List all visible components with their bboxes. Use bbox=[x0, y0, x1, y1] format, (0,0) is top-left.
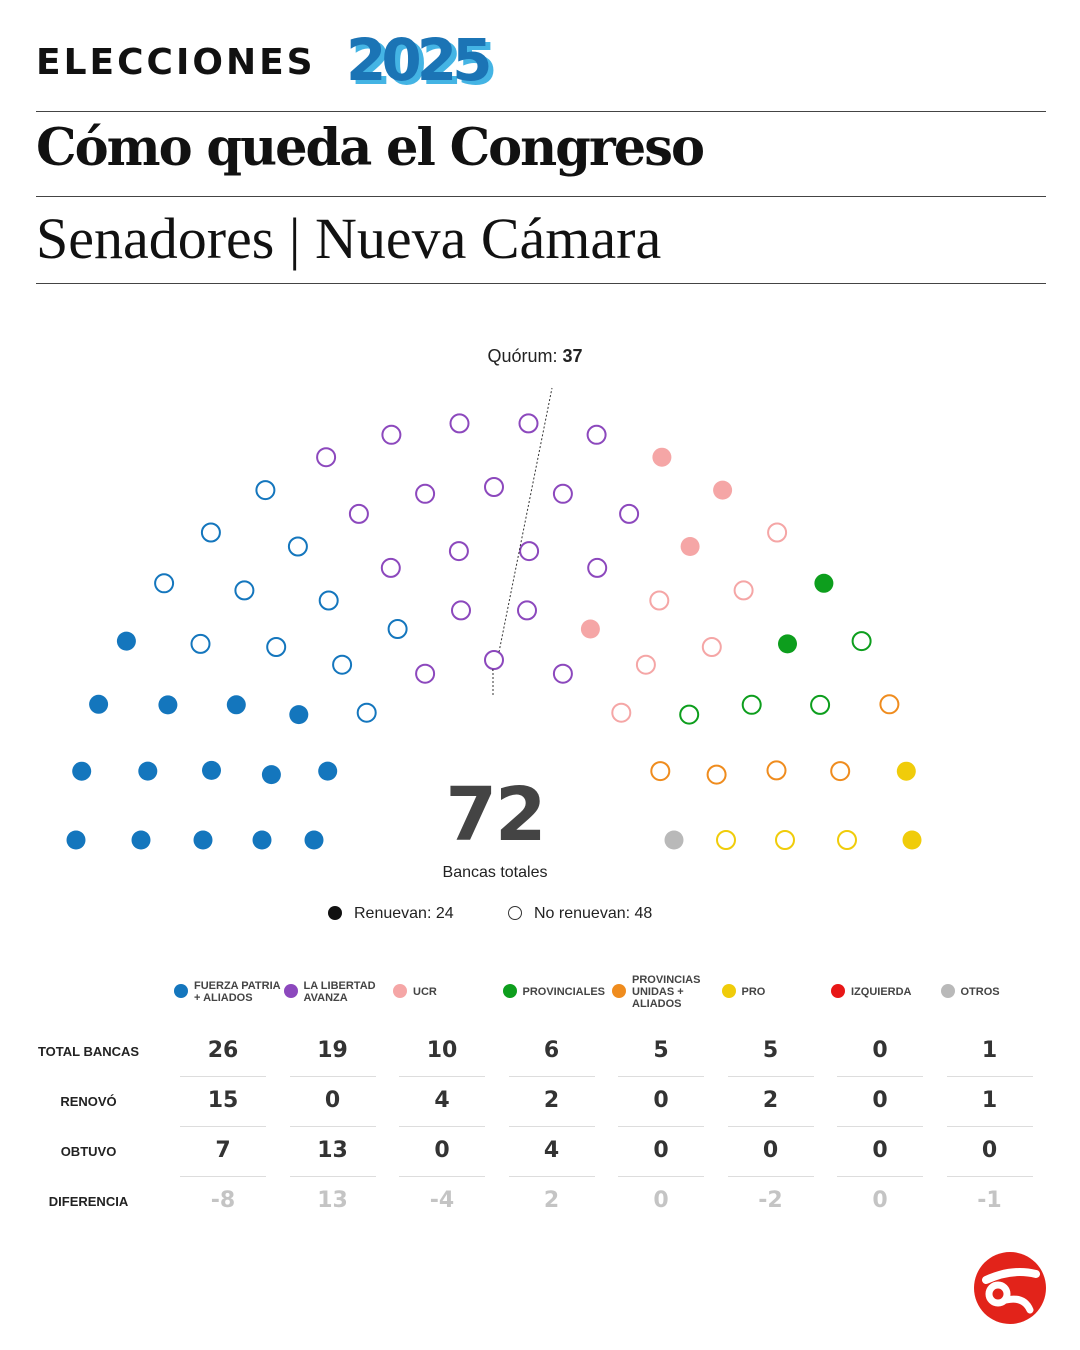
top-divider bbox=[36, 111, 1046, 112]
legend-label: PROVINCIALES bbox=[522, 985, 606, 998]
seat-provinciales bbox=[814, 574, 833, 593]
row-label-renovo: RENOVÓ bbox=[60, 1094, 117, 1109]
seat-pro bbox=[776, 831, 794, 849]
table-cell: -8 bbox=[210, 1188, 236, 1213]
brand-text: ELECCIONES bbox=[36, 42, 316, 83]
row-label-obtuvo: OBTUVO bbox=[60, 1144, 117, 1159]
row-label-diferencia: DIFERENCIA bbox=[48, 1194, 129, 1209]
seat-fuerza-patria-aliados bbox=[227, 695, 246, 714]
seat-ucr bbox=[581, 620, 600, 639]
seat-fuerza-patria-aliados bbox=[333, 656, 351, 674]
seat-pro bbox=[838, 831, 856, 849]
seat-fuerza-patria-aliados bbox=[358, 704, 376, 722]
cell-divider bbox=[728, 1126, 814, 1127]
seat-provincias-unidas-aliados bbox=[708, 766, 726, 784]
legend-dot-icon bbox=[174, 984, 188, 998]
brand-year: 2025 bbox=[346, 26, 488, 94]
legend-label: UCR bbox=[413, 985, 437, 998]
seat-la-libertad-avanza bbox=[451, 414, 469, 432]
total-seats-label: Bancas totales bbox=[442, 864, 548, 881]
key-renuevan bbox=[328, 905, 454, 923]
seat-fuerza-patria-aliados bbox=[192, 635, 210, 653]
legend-label: IZQUIERDA bbox=[851, 985, 912, 998]
legend-label: OTROS bbox=[960, 985, 1000, 998]
seat-pro bbox=[897, 762, 916, 781]
cell-divider bbox=[837, 1176, 923, 1177]
table-cell: 5 bbox=[762, 1038, 779, 1063]
key-no-renuevan-label: No renuevan: 48 bbox=[534, 905, 653, 922]
cell-divider bbox=[399, 1126, 485, 1127]
seat-provincias-unidas-aliados bbox=[880, 695, 898, 713]
cell-divider bbox=[837, 1076, 923, 1077]
cell-divider bbox=[399, 1176, 485, 1177]
page-title: Cómo queda el Congreso bbox=[36, 118, 703, 178]
seat-provinciales bbox=[811, 696, 829, 714]
cell-divider bbox=[399, 1076, 485, 1077]
row-label-total-bancas: TOTAL BANCAS bbox=[37, 1044, 140, 1059]
seat-la-libertad-avanza bbox=[485, 478, 503, 496]
table-cell: 0 bbox=[872, 1088, 888, 1113]
table-cell: 1 bbox=[981, 1038, 998, 1063]
table-cell: 13 bbox=[317, 1138, 348, 1163]
legend-label: FUERZA PATRIA + ALIADOS bbox=[194, 979, 281, 1004]
seat-la-libertad-avanza bbox=[518, 601, 536, 619]
table-cell: -2 bbox=[758, 1188, 783, 1213]
seat-fuerza-patria-aliados bbox=[389, 620, 407, 638]
page-subtitle: Senadores | Nueva Cámara bbox=[36, 206, 662, 271]
seat-la-libertad-avanza bbox=[382, 426, 400, 444]
legend-dot-icon bbox=[503, 984, 517, 998]
seat-provincias-unidas-aliados bbox=[651, 762, 669, 780]
table-cell: 0 bbox=[653, 1088, 669, 1113]
seat-fuerza-patria-aliados bbox=[89, 695, 108, 714]
seat-fuerza-patria-aliados bbox=[72, 762, 91, 781]
table-cell: 0 bbox=[653, 1188, 669, 1213]
legend-dot-icon bbox=[612, 984, 626, 998]
total-seats-value: 72 bbox=[445, 772, 545, 858]
seat-ucr bbox=[650, 592, 668, 610]
table-cell: 0 bbox=[653, 1138, 669, 1163]
seat-fuerza-patria-aliados bbox=[305, 831, 324, 850]
seat-la-libertad-avanza bbox=[554, 485, 572, 503]
table-cell: 0 bbox=[872, 1138, 888, 1163]
seat-la-libertad-avanza bbox=[554, 665, 572, 683]
cell-divider bbox=[947, 1126, 1033, 1127]
cell-divider bbox=[618, 1176, 704, 1177]
seat-la-libertad-avanza bbox=[588, 426, 606, 444]
table-cell: 13 bbox=[317, 1188, 348, 1213]
table-cell: 7 bbox=[215, 1138, 231, 1163]
table-cell: 0 bbox=[981, 1138, 998, 1163]
seat-ucr bbox=[713, 481, 732, 500]
cell-divider bbox=[509, 1126, 595, 1127]
seat-ucr bbox=[681, 537, 700, 556]
quorum-value: 37 bbox=[562, 346, 583, 366]
legend-dot-icon bbox=[722, 984, 736, 998]
cell-divider bbox=[618, 1076, 704, 1077]
seat-la-libertad-avanza bbox=[350, 505, 368, 523]
cell-divider bbox=[290, 1126, 376, 1127]
table-cell: 0 bbox=[872, 1188, 888, 1213]
table-cell: 10 bbox=[426, 1038, 458, 1063]
seat-fuerza-patria-aliados bbox=[132, 831, 151, 850]
seat-fuerza-patria-aliados bbox=[256, 481, 274, 499]
key-no-renuevan bbox=[508, 905, 652, 923]
seat-provinciales bbox=[778, 634, 797, 653]
cell-divider bbox=[180, 1176, 266, 1177]
seat-pro bbox=[717, 831, 735, 849]
seat-fuerza-patria-aliados bbox=[155, 574, 173, 592]
seat-fuerza-patria-aliados bbox=[253, 831, 272, 850]
cell-divider bbox=[290, 1176, 376, 1177]
seat-fuerza-patria-aliados bbox=[289, 538, 307, 556]
table-cell: 1 bbox=[981, 1088, 998, 1113]
seat-fuerza-patria-aliados bbox=[67, 831, 86, 850]
cell-divider bbox=[728, 1076, 814, 1077]
subtitle-divider bbox=[36, 283, 1046, 284]
table-cell: 6 bbox=[543, 1038, 560, 1063]
legend-dot-icon bbox=[393, 984, 407, 998]
legend-label: PROVINCIAS UNIDAS + ALIADOS bbox=[632, 973, 701, 1011]
table-cell: 15 bbox=[207, 1088, 239, 1113]
seat-la-libertad-avanza bbox=[382, 559, 400, 577]
seat-fuerza-patria-aliados bbox=[202, 524, 220, 542]
seat-ucr bbox=[612, 704, 630, 722]
table-cell: 26 bbox=[207, 1038, 239, 1063]
seat-fuerza-patria-aliados bbox=[320, 592, 338, 610]
quorum-label-text: Quórum: bbox=[487, 346, 558, 366]
cell-divider bbox=[290, 1076, 376, 1077]
seat-fuerza-patria-aliados bbox=[194, 831, 213, 850]
seat-otros bbox=[665, 831, 684, 850]
cell-divider bbox=[180, 1076, 266, 1077]
seat-ucr bbox=[735, 581, 753, 599]
seat-fuerza-patria-aliados bbox=[138, 762, 157, 781]
filled-dot-icon bbox=[328, 906, 342, 920]
seat-la-libertad-avanza bbox=[450, 542, 468, 560]
table-cell: 19 bbox=[317, 1038, 348, 1063]
seat-la-libertad-avanza bbox=[588, 559, 606, 577]
table-cell: 2 bbox=[762, 1088, 779, 1113]
table-cell: 0 bbox=[762, 1138, 779, 1163]
table-cell: -4 bbox=[429, 1188, 455, 1213]
cell-divider bbox=[837, 1126, 923, 1127]
table-cell: 2 bbox=[543, 1188, 560, 1213]
table-cell: 5 bbox=[653, 1038, 669, 1063]
seat-la-libertad-avanza bbox=[416, 485, 434, 503]
seat-provinciales bbox=[743, 696, 761, 714]
table-cell: 0 bbox=[324, 1088, 341, 1113]
table-cell: 4 bbox=[543, 1138, 560, 1163]
seat-la-libertad-avanza bbox=[520, 414, 538, 432]
table-cell: -1 bbox=[977, 1188, 1002, 1213]
seat-fuerza-patria-aliados bbox=[158, 695, 177, 714]
seat-provincias-unidas-aliados bbox=[768, 761, 786, 779]
table-cell: 0 bbox=[872, 1038, 888, 1063]
cell-divider bbox=[509, 1176, 595, 1177]
seat-la-libertad-avanza bbox=[317, 448, 335, 466]
seat-ucr bbox=[652, 448, 671, 467]
cell-divider bbox=[947, 1076, 1033, 1077]
seat-la-libertad-avanza bbox=[452, 601, 470, 619]
seat-la-libertad-avanza bbox=[485, 651, 503, 669]
legend-dot-icon bbox=[284, 984, 298, 998]
seat-ucr bbox=[768, 524, 786, 542]
seat-la-libertad-avanza bbox=[620, 505, 638, 523]
cell-divider bbox=[509, 1076, 595, 1077]
hollow-dot-icon bbox=[508, 906, 522, 920]
seat-la-libertad-avanza bbox=[520, 542, 538, 560]
legend-dot-icon bbox=[941, 984, 955, 998]
brand-logo bbox=[36, 28, 556, 94]
legend-label: LA LIBERTAD AVANZA bbox=[303, 979, 376, 1004]
seat-provinciales bbox=[853, 632, 871, 650]
table-cell: 4 bbox=[434, 1088, 450, 1113]
seat-fuerza-patria-aliados bbox=[262, 765, 281, 784]
seat-la-libertad-avanza bbox=[416, 665, 434, 683]
legend-dot-icon bbox=[831, 984, 845, 998]
seat-ucr bbox=[637, 656, 655, 674]
seat-provincias-unidas-aliados bbox=[831, 762, 849, 780]
seat-fuerza-patria-aliados bbox=[202, 761, 221, 780]
key-renuevan-label: Renuevan: 24 bbox=[354, 905, 454, 922]
table-cell: 0 bbox=[434, 1138, 450, 1163]
seat-fuerza-patria-aliados bbox=[267, 638, 285, 656]
cell-divider bbox=[618, 1126, 704, 1127]
clarin-logo-icon bbox=[972, 1250, 1050, 1328]
seat-ucr bbox=[703, 638, 721, 656]
seat-pro bbox=[903, 831, 922, 850]
cell-divider bbox=[947, 1176, 1033, 1177]
title-divider bbox=[36, 196, 1046, 197]
seat-fuerza-patria-aliados bbox=[289, 705, 308, 724]
cell-divider bbox=[180, 1126, 266, 1127]
quorum-divider-line bbox=[490, 670, 493, 695]
seat-provinciales bbox=[680, 706, 698, 724]
seat-fuerza-patria-aliados bbox=[318, 762, 337, 781]
seat-fuerza-patria-aliados bbox=[117, 632, 136, 651]
table-cell: 2 bbox=[543, 1088, 560, 1113]
cell-divider bbox=[728, 1176, 814, 1177]
seat-fuerza-patria-aliados bbox=[235, 581, 253, 599]
legend-label: PRO bbox=[741, 985, 766, 998]
